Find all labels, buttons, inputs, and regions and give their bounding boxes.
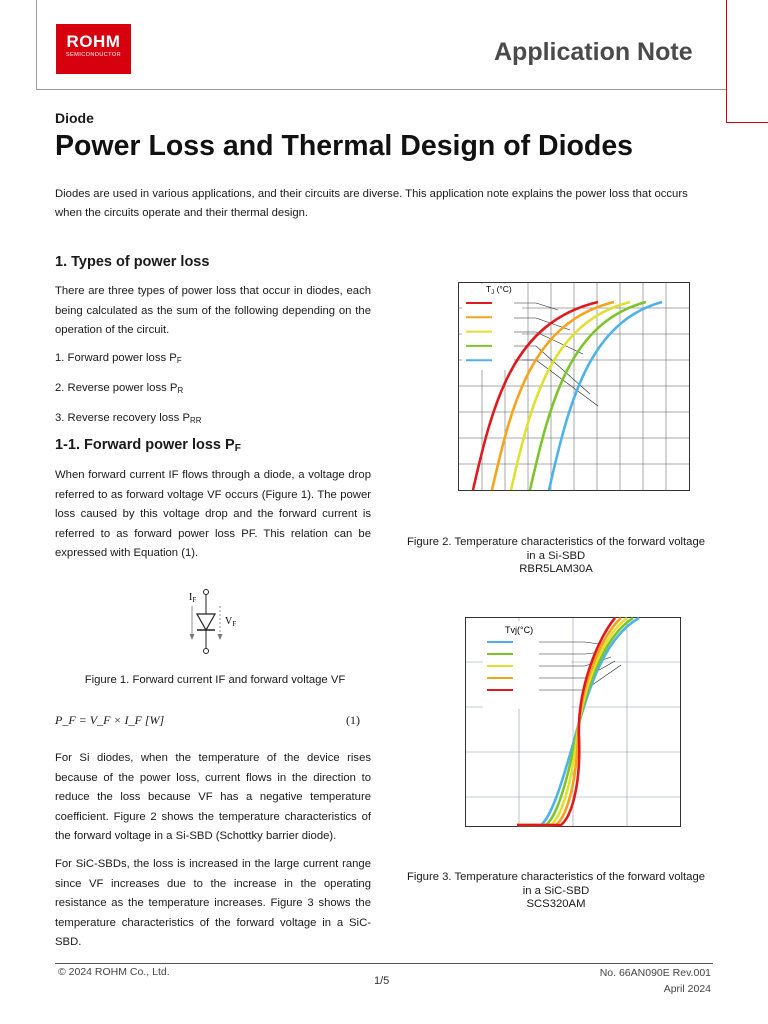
red-corner-mark-vertical	[726, 0, 727, 123]
rohm-logo	[56, 24, 131, 74]
figure-3-caption	[398, 871, 714, 912]
list-item-subscript: R	[177, 386, 184, 395]
doc-category: Diode	[55, 110, 94, 126]
header-divider-vertical	[36, 0, 37, 89]
section-1-1-heading-subscript: F	[234, 443, 241, 454]
figure-3-caption-line: in a SiC-SBD	[522, 884, 590, 897]
figure-3-caption-line: Figure 3. Temperature characteristics of the forward voltage	[406, 871, 706, 883]
figure-2-part-number: RBR5LAM30A	[519, 563, 593, 575]
doc-kind-label: Application Note	[494, 38, 693, 66]
list-item-subscript: RR	[189, 416, 202, 425]
diode-symbol-figure	[180, 586, 250, 658]
section-1-1-heading-text: 1-1. Forward power loss P	[55, 437, 235, 453]
label-if: $I_F$	[189, 592, 197, 604]
diode-triangle	[197, 614, 215, 630]
logo-sub-text: SEMICONDUCTOR	[65, 52, 122, 58]
red-corner-mark-horizontal	[726, 122, 768, 123]
legend-title: $T_J$ (°C)	[486, 284, 512, 296]
page-number: 1/5	[374, 975, 390, 987]
section-1-heading: 1. Types of power loss	[55, 254, 210, 270]
figure-3-part-number: SCS320AM	[526, 898, 586, 910]
list-item	[55, 382, 183, 394]
document-number: No. 66AN090E Rev.001	[599, 967, 711, 979]
figure-2-chart	[458, 282, 690, 491]
header-divider-horizontal	[36, 89, 726, 90]
equation-1: P_F = V_F × I_F [W]	[55, 713, 165, 727]
anode-terminal	[204, 590, 209, 595]
list-item-label: 3. Reverse recovery loss P	[55, 412, 190, 424]
legend-title: Tvj(°C)	[505, 625, 534, 635]
figure-2-caption	[398, 536, 714, 577]
legend-box	[462, 284, 522, 370]
list-item-subscript: F	[176, 356, 182, 365]
figure-1-caption: Figure 1. Forward current IF and forward voltage VF	[84, 674, 346, 686]
section-1-paragraph: There are three types of power loss that occur in diodes, each being calculated as the sum of the following depending on the operation of the circuit.	[55, 285, 371, 336]
equation-number: (1)	[346, 713, 360, 727]
list-item-label: 1. Forward power loss P	[55, 352, 177, 364]
cathode-terminal	[204, 649, 209, 654]
list-item-label: 2. Reverse power loss P	[55, 382, 178, 394]
list-item	[55, 352, 182, 364]
list-item	[55, 412, 201, 424]
sic-diode-paragraph: For SiC-SBDs, the loss is increased in the large current range since VF increases due to the increase in the operating resistance as the temperature increases. Figure 3 shows the temperature characteristics of the forward voltage in a SiC-SBD.	[55, 858, 371, 948]
document-date: April 2024	[663, 983, 711, 995]
figure-2-caption-line: in a Si-SBD	[526, 549, 586, 562]
intro-paragraph: Diodes are used in various applications, and their circuits are diverse. This application note explains the power loss that occurs when the circuits operate and their thermal design.	[55, 188, 688, 219]
forward-loss-paragraph: When forward current IF flows through a diode, a voltage drop referred to as forward voltage VF occurs (Figure 1). The power loss caused by this voltage drop and the forward current is referred to as forward power loss PF. This relation can be expressed with Equation (1).	[55, 469, 371, 559]
current-arrow-head	[190, 634, 195, 640]
section-1-1-heading	[55, 437, 241, 453]
logo-main-text: ROHM	[66, 32, 121, 51]
footer-divider	[55, 963, 713, 964]
si-diode-paragraph: For Si diodes, when the temperature of the device rises because of the power loss, current flows in the direction to reduce the loss because VF has a negative temperature coefficient. Figure 2 shows the temperature characteristics of the forward voltage in a Si-SBD (Schottky barrier diode).	[55, 752, 371, 842]
footer-copyright: © 2024 ROHM Co., Ltd.	[58, 966, 170, 978]
figure-3-chart	[465, 617, 681, 827]
page-title: Power Loss and Thermal Design of Diodes	[55, 130, 634, 162]
voltage-arrow-head	[218, 634, 223, 640]
figure-2-caption-line: Figure 2. Temperature characteristics of the forward voltage	[406, 536, 706, 548]
label-vf: $V_F$	[225, 616, 237, 628]
